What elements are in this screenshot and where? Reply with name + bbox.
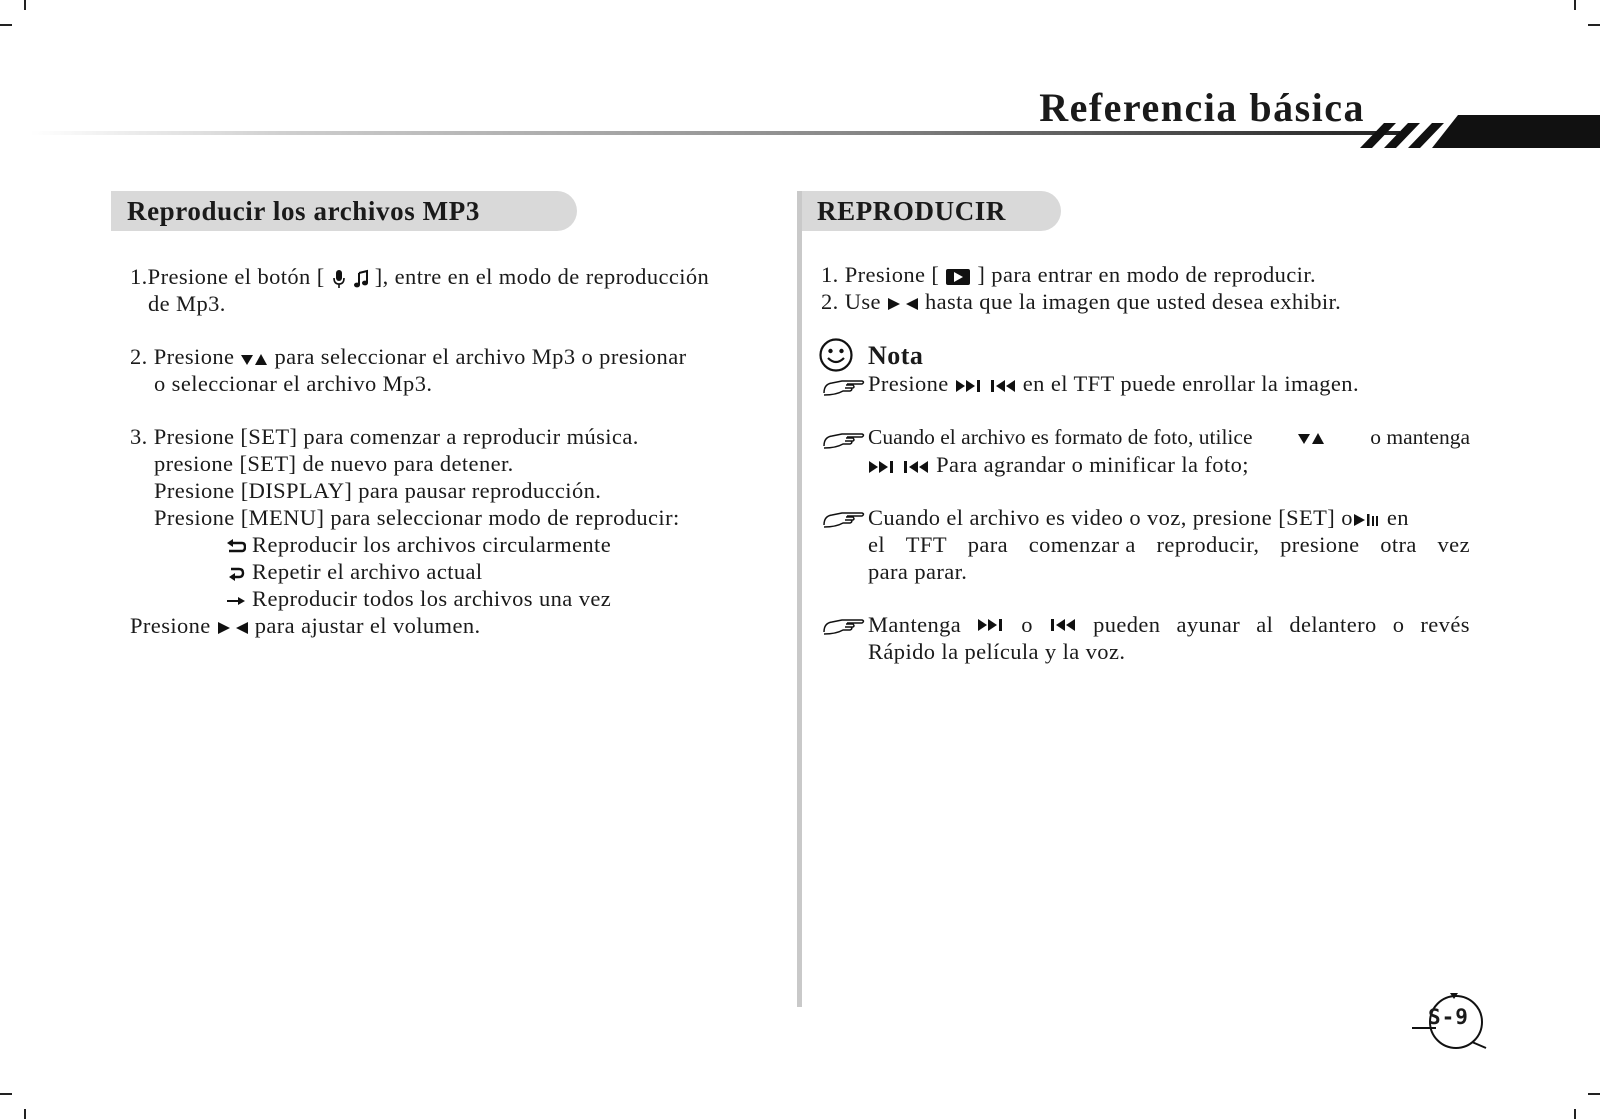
down-up-arrows-icon bbox=[1297, 431, 1325, 445]
nota-title: Nota bbox=[868, 341, 924, 370]
nota-item-3-line1: Cuando el archivo es video o voz, presione [SET] o en bbox=[868, 505, 1409, 530]
left-step2-line1: 2. Presione para seleccionar el archivo Mp3 o presionar bbox=[130, 344, 687, 369]
page-number: S-9 bbox=[1428, 1005, 1469, 1029]
crop-mark bbox=[0, 24, 12, 26]
nota-item-2-line1: Cuando el archivo es formato de foto, utilice o mantenga bbox=[868, 425, 1470, 449]
header-rule bbox=[30, 131, 1400, 135]
pointing-hand-icon bbox=[822, 508, 866, 530]
repeat-all-icon bbox=[226, 538, 246, 556]
crop-mark bbox=[1588, 24, 1600, 26]
mode-item: Reproducir los archivos circularmente bbox=[226, 531, 611, 558]
left-step1-line2: de Mp3. bbox=[148, 291, 226, 316]
nota-item-4-line2: Rápido la película y la voz. bbox=[868, 639, 1126, 664]
next-track-icon bbox=[977, 618, 1005, 632]
next-track-icon bbox=[868, 460, 896, 474]
nota-item-3-line3: para parar. bbox=[868, 559, 968, 584]
repeat-one-icon bbox=[226, 565, 246, 583]
section-title-mp3: Reproducir los archivos MP3 bbox=[111, 191, 577, 231]
previous-track-icon bbox=[902, 460, 930, 474]
left-step3-line3: Presione [DISPLAY] para pausar reproducción. bbox=[154, 478, 602, 503]
previous-track-icon bbox=[1049, 618, 1077, 632]
crop-mark bbox=[1574, 1109, 1576, 1119]
mode-item: Repetir el archivo actual bbox=[226, 558, 483, 585]
crop-mark bbox=[24, 1109, 26, 1119]
right-step1: 1. Presione [ ] para entrar en modo de reproducir. bbox=[821, 262, 1317, 287]
nota-item-1: Presione en el TFT puede enrollar la imagen. bbox=[868, 371, 1359, 396]
header-stripes-decoration bbox=[1360, 113, 1600, 149]
nota-item-3-line2: el TFT para comenzar a reproducir, presione otra vez bbox=[868, 532, 1470, 557]
crop-mark bbox=[24, 0, 26, 10]
page-title: Referencia básica bbox=[1039, 85, 1365, 130]
microphone-icon bbox=[331, 269, 347, 289]
next-track-icon bbox=[955, 379, 983, 393]
pointing-hand-icon bbox=[822, 429, 866, 451]
left-volume-line: Presione para ajustar el volumen. bbox=[130, 613, 481, 638]
pointing-hand-icon bbox=[822, 615, 866, 637]
section-title-reproducir: REPRODUCIR bbox=[801, 191, 1061, 231]
mode-item: Reproducir todos los archivos una vez bbox=[226, 585, 611, 612]
crop-mark bbox=[1588, 1093, 1600, 1095]
pointing-hand-icon bbox=[822, 376, 866, 398]
play-once-icon bbox=[226, 592, 246, 610]
nota-item-2-line2: Para agrandar o minificar la foto; bbox=[868, 451, 1249, 478]
right-step2: 2. Use hasta que la imagen que usted desea exhibir. bbox=[821, 289, 1342, 314]
down-up-arrows-icon bbox=[240, 352, 268, 366]
crop-mark bbox=[1574, 0, 1576, 10]
left-step3-line4: Presione [MENU] para seleccionar modo de reproducir: bbox=[154, 505, 680, 530]
crop-mark bbox=[0, 1093, 12, 1095]
column-divider bbox=[797, 191, 802, 1007]
music-note-icon bbox=[353, 269, 369, 289]
left-step3-line2: presione [SET] de nuevo para detener. bbox=[154, 451, 514, 476]
nota-item-4-line1: Mantenga o pueden ayunar al delantero o revés bbox=[868, 612, 1470, 637]
left-step2-line2: o seleccionar el archivo Mp3. bbox=[154, 371, 433, 396]
left-step3-line1: 3. Presione [SET] para comenzar a reproducir música. bbox=[130, 424, 639, 449]
right-left-arrows-icon bbox=[217, 621, 249, 635]
right-left-arrows-icon bbox=[887, 297, 919, 311]
play-pause-icon bbox=[1353, 513, 1381, 527]
previous-track-icon bbox=[989, 379, 1017, 393]
play-button-icon bbox=[945, 268, 971, 286]
smiley-icon bbox=[818, 337, 854, 373]
left-step1-line1: 1.Presione el botón [ ], entre en el modo de reproducción bbox=[130, 264, 710, 289]
